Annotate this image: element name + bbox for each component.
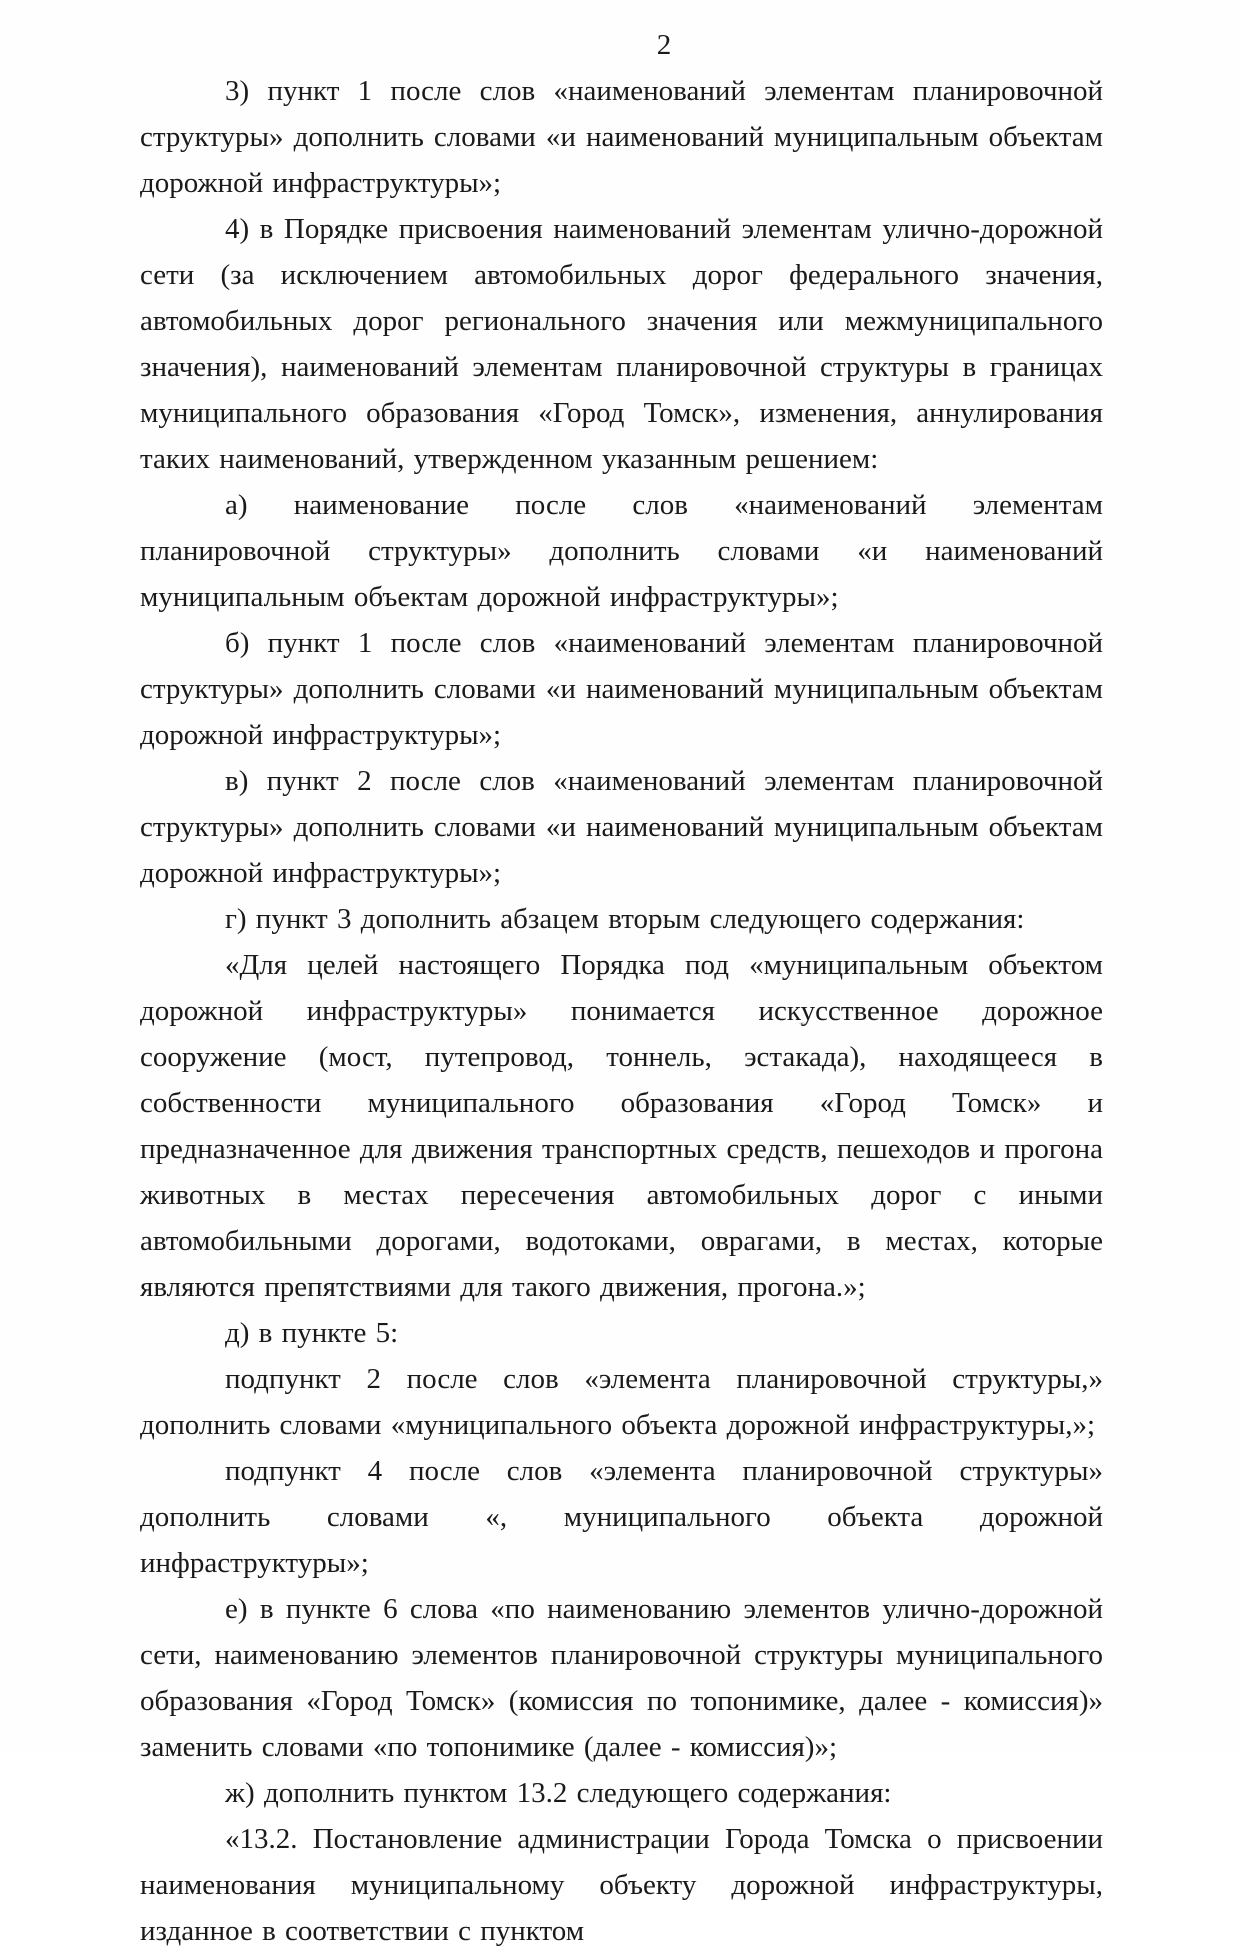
scan-artifact — [793, 688, 800, 691]
subclause-e: е) в пункте 6 слова «по наименованию элементов улично-дорожной сети, наименованию элементов планировочной структуры муниципального образования «Город Томск» (комиссия по топонимике, далее - комиссия)» заменить словами «по топонимике (далее - комиссия)»; — [140, 1593, 1103, 1763]
page-number: 2 — [656, 29, 672, 61]
subclause-g: г) пункт 3 дополнить абзацем вторым следующего содержания: — [225, 903, 1025, 935]
subpoint-2-paragraph: подпункт 2 после слов «элемента планировочной структуры,» дополнить словами «муниципального объекта дорожной инфраструктуры,»; — [140, 1363, 1103, 1441]
subclause-d: д) в пункте 5: — [225, 1317, 399, 1349]
scan-artifact — [799, 1022, 805, 1025]
document-text-block — [140, 22, 1103, 1954]
subclause-a: а) наименование после слов «наименований элементам планировочной структуры» дополнить словами «и наименований муниципальным объектам дорожной инфраструктуры»; — [140, 489, 1103, 613]
clause-4: 4) в Порядке присвоения наименований элементам улично-дорожной сети (за исключением автомобильных дорог федерального значения, автомобильных дорог регионального значения или межмуниципального значения), наименований элементам планировочной структуры в границах муниципального образования «Город Томск», изменения, аннулирования таких наименований, утвержденном указанным решением: — [140, 213, 1103, 475]
subclause-v: в) пункт 2 после слов «наименований элементам планировочной структуры» дополнить словами «и наименований муниципальным объектам дорожной инфраструктуры»; — [140, 765, 1103, 889]
clause-3: 3) пункт 1 после слов «наименований элементам планировочной структуры» дополнить словами «и наименований муниципальным объектам дорожной инфраструктуры»; — [140, 75, 1103, 199]
subclause-b: б) пункт 1 после слов «наименований элементам планировочной структуры» дополнить словами «и наименований муниципальным объектам дорожной инфраструктуры»; — [140, 627, 1103, 751]
definition-paragraph: «Для целей настоящего Порядка под «муниципальным объектом дорожной инфраструктуры» понимается искусственное дорожное сооружение (мост, путепровод, тоннель, эстакада), находящееся в собственности муниципального образования «Город Томск» и предназначенное для движения транспортных средств, пешеходов и прогона животных в местах пересечения автомобильных дорог с иными автомобильными дорогами, водотоками, оврагами, в местах, которые являются препятствиями для такого движения, прогона.»; — [140, 949, 1103, 1303]
subpoint-4-paragraph: подпункт 4 после слов «элемента планировочной структуры» дополнить словами «, муниципального объекта дорожной инфраструктуры»; — [140, 1455, 1103, 1579]
subclause-zh: ж) дополнить пунктом 13.2 следующего содержания: — [225, 1777, 892, 1809]
clause-13-2-paragraph: «13.2. Постановление администрации Города Томска о присвоении наименования муниципальному объекту дорожной инфраструктуры, изданное в соответствии с пунктом — [140, 1823, 1103, 1947]
